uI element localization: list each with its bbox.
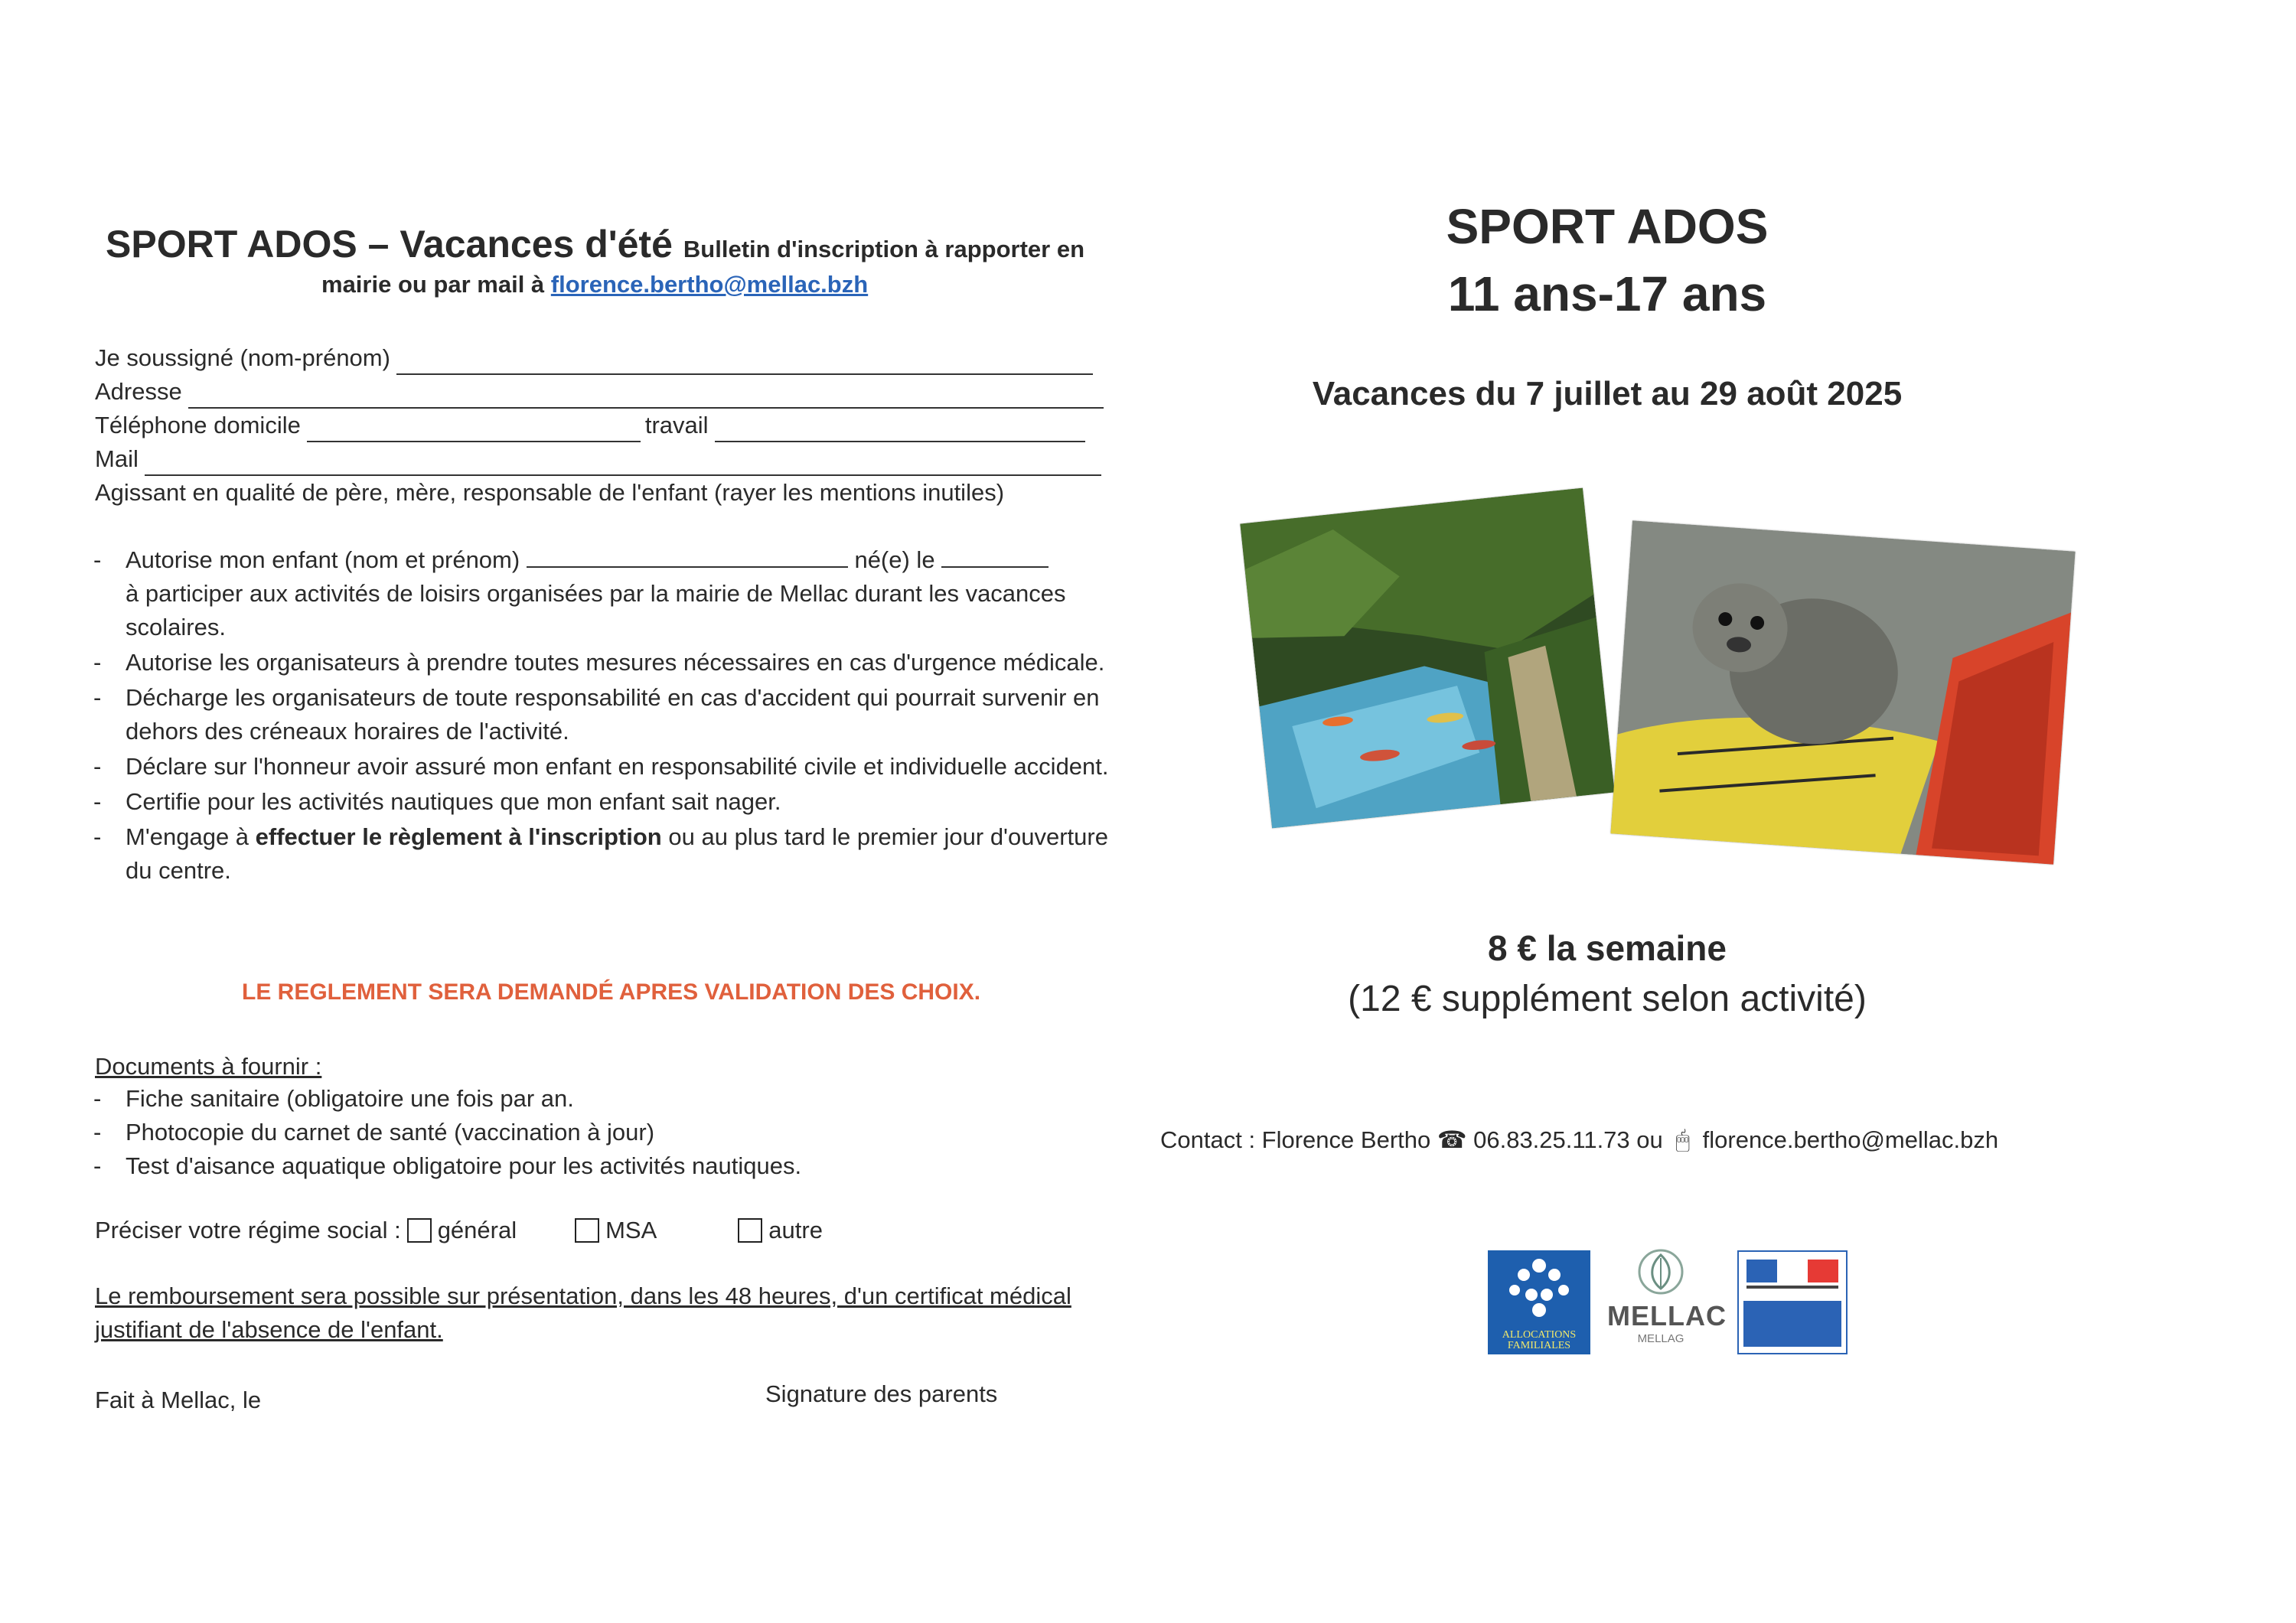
birth-label: né(e) le bbox=[854, 546, 935, 573]
authorization-list bbox=[93, 543, 1119, 889]
documents-list bbox=[93, 1082, 801, 1183]
list-item: - Autorise les organisateurs à prendre toutes mesures nécessaires en cas d'urgence médicale. bbox=[93, 646, 1119, 680]
list-item: - Certifie pour les activités nautiques que mon enfant sait nager. bbox=[93, 785, 1119, 819]
flyer-title-main: SPORT ADOS bbox=[1446, 199, 1769, 254]
option-msa-label: MSA bbox=[605, 1217, 657, 1243]
engage-b: ou au plus tard le premier jour d'ouverture du centre. bbox=[126, 823, 1108, 884]
form-title-line2-text: mairie ou par mail à bbox=[321, 271, 545, 298]
form-title-line2 bbox=[321, 271, 868, 298]
photo-canoe-river bbox=[1240, 488, 1614, 829]
flyer-dates: Vacances du 7 juillet au 29 août 2025 bbox=[1312, 375, 1903, 412]
flyer-contact bbox=[1160, 1126, 1998, 1155]
payment-warning: LE REGLEMENT SERA DEMANDÉ APRES VALIDATION DES CHOIX. bbox=[242, 979, 981, 1005]
field-mail bbox=[95, 442, 1101, 476]
autorise-label: Autorise mon enfant (nom et prénom) bbox=[126, 546, 520, 573]
flyer-ages: 11 ans-17 ans bbox=[1447, 266, 1767, 321]
field-travail-label: travail bbox=[644, 412, 709, 438]
field-soussigne-label: Je soussigné (nom-prénom) bbox=[95, 344, 390, 371]
checkbox-general[interactable] bbox=[407, 1218, 432, 1243]
agissant-text: Agissant en qualité de père, mère, responsable de l'enfant (rayer les mentions inutiles) bbox=[95, 479, 1005, 506]
list-item: - Déclare sur l'honneur avoir assuré mon enfant en responsabilité civile et individuelle accident. bbox=[93, 750, 1119, 784]
regime-social bbox=[95, 1214, 823, 1247]
email-link[interactable]: florence.bertho@mellac.bzh bbox=[550, 271, 869, 298]
form-title-main: SPORT ADOS – Vacances d'été bbox=[106, 223, 673, 266]
caf-emblem-icon bbox=[1488, 1250, 1590, 1324]
fait-a: Fait à Mellac, le bbox=[95, 1387, 262, 1413]
mellac-leaf-icon bbox=[1634, 1247, 1688, 1296]
field-telephone bbox=[95, 409, 1085, 442]
contact-email[interactable]: florence.bertho@mellac.bzh bbox=[1702, 1126, 1999, 1153]
option-general-label: général bbox=[437, 1217, 517, 1243]
field-soussigne-line[interactable] bbox=[396, 350, 1093, 375]
caf-logo-text bbox=[1491, 1330, 1587, 1351]
ministry-logo bbox=[1737, 1250, 1848, 1354]
refund-note: Le remboursement sera possible sur présentation, dans les 48 heures, d'un certificat médical justifiant de l'absence de l'enfant. bbox=[95, 1282, 1071, 1343]
regime-label: Préciser votre régime social : bbox=[95, 1217, 401, 1243]
photo-seal-kayak bbox=[1610, 520, 2075, 864]
ministry-text-block bbox=[1743, 1301, 1841, 1347]
field-telephone-label: Téléphone domicile bbox=[95, 412, 301, 438]
field-adresse bbox=[95, 375, 1104, 409]
field-mail-line[interactable] bbox=[145, 451, 1101, 476]
list-item: - Décharge les organisateurs de toute responsabilité en cas d'accident qui pourrait survenir en dehors des créneaux horaires de l'activité. bbox=[93, 681, 1119, 748]
mellac-sub: MELLAG bbox=[1637, 1332, 1684, 1345]
engage-bold: effectuer le règlement à l'inscription bbox=[255, 823, 662, 850]
field-travail-line[interactable] bbox=[715, 418, 1085, 442]
contact-label: Contact : Florence Bertho bbox=[1160, 1126, 1431, 1153]
flyer-price: 8 € la semaine bbox=[1488, 928, 1727, 968]
documents-heading: Documents à fournir : bbox=[95, 1053, 322, 1080]
signature-label: Signature des parents bbox=[765, 1380, 998, 1407]
list-item: - Photocopie du carnet de santé (vaccination à jour) bbox=[93, 1116, 801, 1149]
photo-seal-kayak-image bbox=[1610, 520, 2075, 864]
field-mail-label: Mail bbox=[95, 445, 139, 472]
form-title bbox=[106, 222, 1124, 266]
engage-a: M'engage à bbox=[126, 823, 249, 850]
contact-ou: ou bbox=[1636, 1126, 1663, 1153]
list-item: - Fiche sanitaire (obligatoire une fois par an. bbox=[93, 1082, 801, 1116]
phone-icon: ☎ bbox=[1437, 1126, 1467, 1153]
french-flag-icon bbox=[1739, 1252, 1846, 1295]
flyer-title bbox=[1225, 193, 1990, 328]
field-telephone-line[interactable] bbox=[307, 418, 641, 442]
checkbox-msa[interactable] bbox=[575, 1218, 599, 1243]
mellac-name: MELLAC bbox=[1607, 1300, 1727, 1331]
caf-logo bbox=[1488, 1250, 1590, 1354]
field-soussigne bbox=[95, 341, 1093, 375]
regime-option-autre[interactable] bbox=[738, 1214, 823, 1247]
list-item bbox=[93, 820, 1119, 888]
autorise-rest: à participer aux activités de loisirs organisées par la mairie de Mellac durant les vacances scolaires. bbox=[126, 580, 1066, 640]
list-item: - Test d'aisance aquatique obligatoire pour les activités nautiques. bbox=[93, 1149, 801, 1183]
field-adresse-line[interactable] bbox=[188, 384, 1104, 409]
option-autre-label: autre bbox=[768, 1217, 823, 1243]
mellac-logo bbox=[1607, 1247, 1727, 1362]
flyer-supplement: (12 € supplément selon activité) bbox=[1348, 979, 1867, 1019]
caf-line1: ALLOCATIONS bbox=[1502, 1329, 1577, 1341]
birth-date-line[interactable] bbox=[941, 545, 1049, 568]
regime-option-msa[interactable] bbox=[575, 1214, 657, 1247]
regime-option-general[interactable] bbox=[407, 1214, 517, 1247]
form-title-sub: Bulletin d'inscription à rapporter en bbox=[683, 236, 1084, 262]
mouse-icon: 🖱 bbox=[1675, 1126, 1691, 1153]
field-adresse-label: Adresse bbox=[95, 378, 182, 405]
checkbox-autre[interactable] bbox=[738, 1218, 762, 1243]
list-item bbox=[93, 543, 1119, 644]
child-name-line[interactable] bbox=[527, 545, 848, 568]
contact-phone[interactable]: 06.83.25.11.73 bbox=[1473, 1126, 1630, 1153]
caf-line2: FAMILIALES bbox=[1507, 1340, 1571, 1351]
photo-canoe-river-image bbox=[1240, 488, 1614, 829]
